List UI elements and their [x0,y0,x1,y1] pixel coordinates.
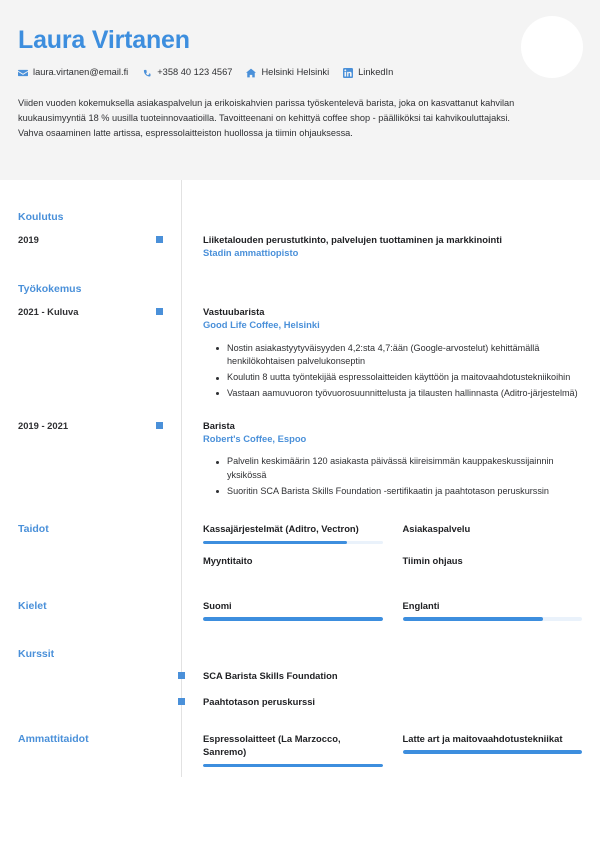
entry-marker-icon [178,672,185,679]
section-skills [0,522,600,582]
contact-location[interactable] [246,68,329,78]
list-item [203,670,582,682]
contact-row [18,68,582,78]
skills-grid [203,522,582,582]
courses-list [203,670,582,708]
courses-spacer [18,670,181,722]
course-name: Paahtotason peruskurssi [203,695,316,707]
experience-org: Good Life Coffee, Helsinki [203,319,320,331]
contact-location-text: Helsinki Helsinki [261,67,330,78]
experience-entry [0,305,600,403]
section-label-skills: Taidot [18,523,49,536]
section-languages [0,599,600,631]
professional-skill-name: Espressolaitteet (La Marzocco, Sanremo) [203,732,341,758]
contact-email[interactable] [18,68,128,78]
professional-skill-item [403,732,583,767]
professional-skill-bar-track [403,750,583,754]
avatar [521,16,583,78]
section-label-education: Koulutus [18,211,64,223]
section-label-experience: Työkokemus [18,283,82,296]
contact-phone[interactable] [142,68,232,78]
experience-org: Robert's Coffee, Espoo [203,432,307,444]
list-item [203,696,582,708]
skill-bar-track [203,541,383,545]
section-label-courses: Kurssit [18,647,55,660]
list-item: Palvelin keskimäärin 120 asiakasta päivässä kiireisimmän kauppakeskussijainnin yksikössä [216,455,582,483]
professional-skill-item [203,732,383,767]
contact-email-text: laura.virtanen@email.fi [33,67,129,78]
language-item [403,599,583,621]
languages-grid [203,599,582,631]
education-title: Liiketalouden perustutkinto, palvelujen tuottaminen ja markkinointi [203,234,502,245]
entry-marker-icon [156,422,163,429]
page-title: Laura Virtanen [18,26,190,54]
entry-marker-icon [178,698,185,705]
contact-linkedin-text: LinkedIn [358,67,394,78]
list-item: Suoritin SCA Barista Skills Foundation -sertifikaatin ja paahtotason peruskurssin [216,485,582,499]
language-bar-track [403,617,583,621]
contact-phone-text: +358 40 123 4567 [157,67,233,78]
language-bar-fill [203,617,383,621]
resume-body [0,180,600,777]
skill-item [403,554,583,572]
courses-list-row [0,670,600,722]
skill-name: Myyntitaito [203,555,253,567]
list-item: Nostin asiakastyytyväisyyden 4,2:sta 4,7:ään (Google-arvostelut) kehittämällä henkilökohtaisen palvelukonseptin [216,342,582,370]
skill-item [403,522,583,544]
skill-name: Kassajärjestelmät (Aditro, Vectron) [203,523,359,535]
professional-skill-name: Latte art ja maitovaahdotustekniikat [402,732,563,744]
education-entry [0,233,600,260]
language-name: Suomi [203,599,232,611]
entry-marker-icon [156,308,163,315]
section-experience [0,282,600,295]
experience-bullets [216,455,582,498]
envelope-icon [18,68,28,78]
language-item [203,599,383,621]
section-courses [0,647,600,660]
phone-icon [142,68,152,78]
professional-skill-bar-fill [203,764,383,768]
education-date: 2019 [18,234,39,245]
home-icon [246,68,256,78]
contact-linkedin[interactable] [343,68,393,78]
linkedin-icon [343,68,353,78]
language-bar-fill [403,617,543,621]
resume-header [0,0,600,180]
experience-title: Barista [203,419,235,431]
course-name: SCA Barista Skills Foundation [203,669,338,681]
entry-marker-icon [156,236,163,243]
professional-skill-bar-track [203,764,383,768]
skill-item [203,554,383,572]
experience-entry [0,419,600,501]
skill-item [203,522,383,544]
experience-bullets [216,342,582,401]
skill-bar-fill [203,541,347,545]
experience-title: Vastuubarista [203,306,265,318]
section-professional-skills [0,732,600,777]
skill-name: Tiimin ohjaus [402,555,463,567]
professional-skills-grid [203,732,582,777]
section-label-professional-skills: Ammattitaidot [18,732,89,745]
professional-skill-bar-fill [403,750,583,754]
list-item: Vastaan aamuvuoron työvuorosuunnittelusta ja tilausten hallinnasta (Aditro-järjestelmä) [216,387,582,401]
list-item: Koulutin 8 uutta työntekijää espressolaitteiden käyttöön ja maitovaahdotustekniikoihin [216,371,582,385]
experience-date: 2021 - Kuluva [18,306,79,318]
education-org: Stadin ammattiopisto [203,247,299,259]
section-education [0,210,600,223]
language-name: Englanti [402,599,440,611]
section-label-languages: Kielet [18,599,47,612]
language-bar-track [203,617,383,621]
summary-text: Viiden vuoden kokemuksella asiakaspalvelun ja erikoiskahvien parissa työskentelevä barista, joka on kasvattanut kahvilan kuukausimyyntiä 18 % uusilla tuoteinnovaatioilla. Tavoitteenani on kehittyä coffee shop - päälliköksi tai kahvikouluttajaksi. Vahva osaaminen latte artissa, espressolaitteiston huollossa ja tiimin ohjauksessa. [18,97,515,138]
skill-name: Asiakaspalvelu [402,523,471,535]
experience-date: 2019 - 2021 [18,419,69,431]
